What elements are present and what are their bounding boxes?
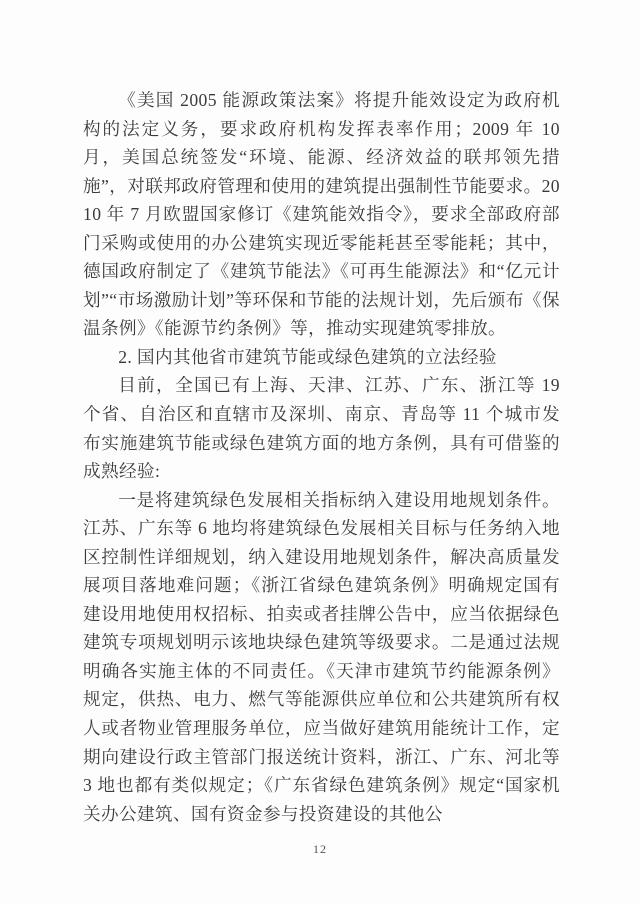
paragraph-mature-experience: 一是将建筑绿色发展相关指标纳入建设用地规划条件。江苏、广东等 6 地均将建筑绿色发展相关目标与任务纳入地区控制性详细规划，纳入建设用地规划条件，解决高质量发展项目落地难问题；《浙江省绿色建筑条例》明确规定国有建设用地使用权招标、拍卖或者挂牌公告中，应当依据绿色建筑专项规划明示该地块绿色建筑等级要求。二是通过法规明确各实施主体的不同责任。《天津市建筑节约能源条例》规定，供热、电力、燃气等能源供应单位和公共建筑所有权人或者物业管理服务单位，应当做好建筑用能统计工作，定期向建设行政主管部门报送统计资料，浙江、广东、河北等 3 地也都有类似规定；《广东省绿色建筑条例》规定“国家机关办公建筑、国有资金参与投资建设的其他公	[83, 489, 560, 824]
paragraph-domestic-overview: 目前，全国已有上海、天津、江苏、广东、浙江等 19 个省、自治区和直辖市及深圳、南京、青岛等 11 个城市发布实施建筑节能或绿色建筑方面的地方条例，具有可借鉴的成熟经验:	[83, 375, 560, 482]
page-number: 12	[313, 842, 327, 856]
page-body-text	[83, 86, 560, 828]
paragraph-foreign-legislation: 《美国 2005 能源政策法案》将提升能效设定为政府机构的法定义务，要求政府机构发挥表率作用；2009 年 10 月，美国总统签发“环境、能源、经济效益的联邦领先措施”，对联邦政府管理和使用的建筑提出强制性节能要求。2010 年 7 月欧盟国家修订《建筑能效指令》，要求全部政府部门采购或使用的办公建筑实现近零能耗甚至零能耗；其中，德国政府制定了《建筑节能法》《可再生能源法》和“亿元计划”“市场激励计划”等环保和节能的法规计划，先后颁布《保温条例》《能源节约条例》等，推动实现建筑零排放。	[83, 90, 560, 339]
section-heading-domestic-legislation: 2. 国内其他省市建筑节能或绿色建筑的立法经验	[118, 346, 497, 367]
